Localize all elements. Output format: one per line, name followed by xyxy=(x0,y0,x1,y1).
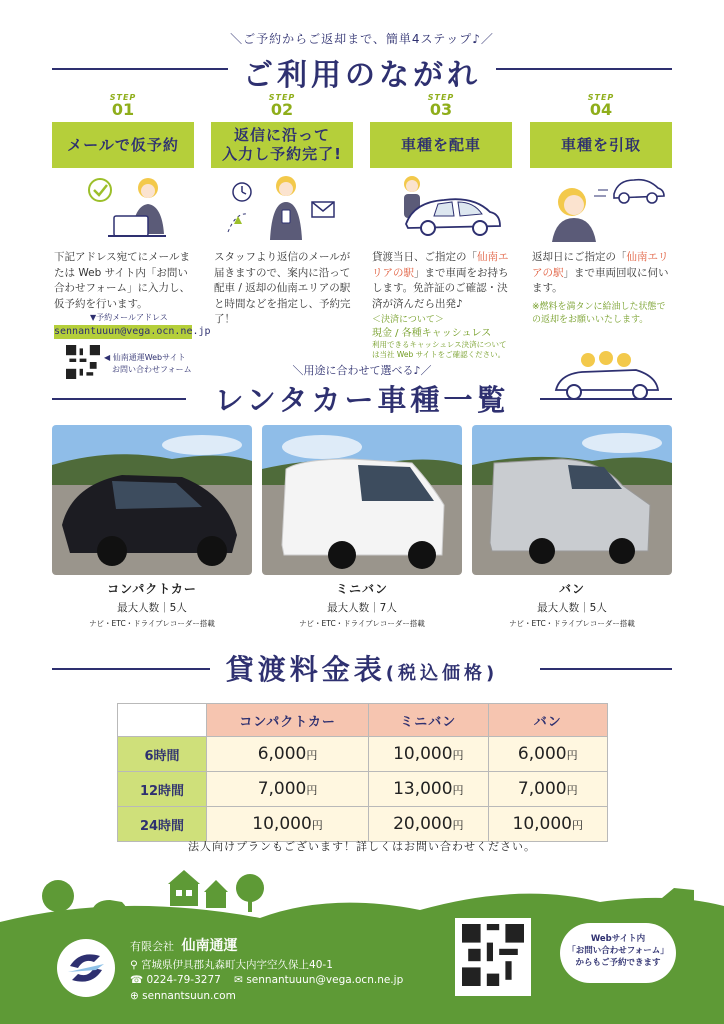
step-title-line: 返信に沿って xyxy=(233,126,330,144)
company-name: 仙南通運 xyxy=(181,938,238,954)
vehicle-options: ナビ・ETC・ドライブレコーダー搭載 xyxy=(299,619,425,628)
vehicle-capacity: 最大人数｜7人 xyxy=(327,602,397,614)
step-number: 04 xyxy=(589,100,613,119)
van-photo xyxy=(472,425,672,575)
step-title: メールで仮予約 xyxy=(52,122,194,168)
step-title: 車種を配車 xyxy=(370,122,512,168)
step-number: 01 xyxy=(111,100,135,119)
column-header: バン xyxy=(488,704,607,737)
row-header: 12時間 xyxy=(118,772,207,807)
price-cell xyxy=(207,807,369,842)
footer-qr-container xyxy=(455,918,531,996)
contact-line xyxy=(130,974,403,986)
step-number: 03 xyxy=(429,100,453,119)
table-row xyxy=(118,772,608,807)
vehicle-name: ミニバン xyxy=(335,582,388,596)
flow-tagline: ＼ご予約からご返却まで、簡単4ステップ♪／ xyxy=(230,32,494,46)
yen-unit: 円 xyxy=(452,784,464,797)
company-name-line xyxy=(130,935,238,955)
person-car-illustration xyxy=(394,172,504,242)
qr-code-icon[interactable] xyxy=(462,924,524,986)
vehicle-capacity: 最大人数｜5人 xyxy=(537,602,607,614)
step-3 xyxy=(370,93,512,168)
flow-title-row xyxy=(0,50,724,93)
globe-icon: ⊕ xyxy=(130,990,139,1002)
price-value: 20,000 xyxy=(393,814,453,834)
company-website[interactable]: sennantsuun.com xyxy=(142,990,236,1002)
price-title xyxy=(0,648,724,688)
reservation-email[interactable]: sennantuuun@vega.ocn.ne.jp xyxy=(54,326,211,337)
step-label: STEP xyxy=(109,93,137,102)
fuel-note: ※燃料を満タンに給油した状態での返却をお願いいたします。 xyxy=(532,301,666,325)
payment-methods: 現金 / 各種キャッシュレス xyxy=(372,328,492,339)
price-value: 6,000 xyxy=(517,744,567,764)
step-2-description: スタッフより返信のメールが届きますので、案内に沿って配車 / 返却の仙南エリアの駅と時間などを指定し、予約完了！ xyxy=(214,251,351,325)
column-header: コンパクトカー xyxy=(207,704,369,737)
web-line xyxy=(130,990,236,1002)
price-cell xyxy=(369,807,488,842)
yen-unit: 円 xyxy=(452,819,464,832)
desc-highlight: 仙南エリアの駅 xyxy=(372,251,509,279)
yen-unit: 円 xyxy=(306,784,318,797)
minivan-photo xyxy=(262,425,462,575)
step-4 xyxy=(530,93,672,168)
step-label: STEP xyxy=(268,93,296,102)
person-car-return-illustration xyxy=(548,172,670,242)
payment-heading: ＜決済について＞ xyxy=(372,315,444,325)
price-title-row xyxy=(0,648,724,688)
step-1 xyxy=(52,93,194,168)
yen-unit: 円 xyxy=(566,784,578,797)
mail-icon: ✉ xyxy=(234,974,243,986)
step-number: 02 xyxy=(270,100,294,119)
step-1-description: 下記アドレス宛てにメールまたは Web サイト内「お問い合わせフォーム」に入力し、仮予約を行います。 xyxy=(54,251,190,310)
price-value: 13,000 xyxy=(393,779,453,799)
company-email[interactable]: sennantuuun@vega.ocn.ne.jp xyxy=(246,974,404,986)
person-phone-illustration xyxy=(226,172,344,242)
car-photo-image xyxy=(262,425,462,575)
step-title xyxy=(211,122,353,168)
company-address: 宮城県伊具郡丸森町大内字空久保上40-1 xyxy=(141,959,333,971)
price-value: 10,000 xyxy=(512,814,572,834)
table-row xyxy=(118,807,608,842)
address-line xyxy=(130,957,333,972)
person-laptop-illustration xyxy=(70,172,190,242)
step-3-description xyxy=(372,250,512,360)
step-label: STEP xyxy=(587,93,615,102)
price-table xyxy=(117,703,608,842)
web-form-bubble xyxy=(560,923,676,983)
company-prefix: 有限会社 xyxy=(130,940,174,953)
row-header: 24時間 xyxy=(118,807,207,842)
price-cell xyxy=(369,737,488,772)
bubble-line: 「お問い合わせフォーム」 xyxy=(567,946,669,956)
price-value: 6,000 xyxy=(257,744,307,764)
vehicle-name: コンパクトカー xyxy=(107,582,197,596)
price-value: 10,000 xyxy=(252,814,312,834)
desc-text: 貸渡当日、ご指定の「 xyxy=(372,251,477,263)
vehicles-subtitle: ＼用途に合わせて選べる♪／ xyxy=(292,364,432,377)
car-photo-image xyxy=(472,425,672,575)
car-photo-image xyxy=(52,425,252,575)
desc-text: 」まで車両回収に伺います。 xyxy=(532,266,669,294)
price-cell xyxy=(488,772,607,807)
price-cell xyxy=(207,737,369,772)
step-title: 車種を引取 xyxy=(530,122,672,168)
step-2 xyxy=(211,93,353,168)
desc-highlight: 仙南エリアの駅 xyxy=(532,251,669,279)
price-title-main: 貸渡料金表 xyxy=(225,653,386,686)
price-value: 10,000 xyxy=(393,744,453,764)
flow-title: ご利用のながれ xyxy=(243,58,481,93)
vehicle-options: ナビ・ETC・ドライブレコーダー搭載 xyxy=(509,619,635,628)
price-cell xyxy=(488,807,607,842)
step-title-line: 入力し予約完了! xyxy=(222,145,342,163)
table-corner-cell xyxy=(118,704,207,737)
step-label: STEP xyxy=(427,93,455,102)
desc-text: 」まで車両をお持ちします。免許証のご確認・決済が済んだら出発♪ xyxy=(372,266,509,310)
table-row xyxy=(118,737,608,772)
company-phone[interactable]: 0224-79-3277 xyxy=(146,974,221,986)
desc-text: 返却日にご指定の「 xyxy=(532,251,627,263)
corporate-plan-note: 法人向けプランもございます！詳しくはお問い合わせください。 xyxy=(188,840,536,853)
vehicle-name: バン xyxy=(558,582,585,596)
mail-label: ▼予約メールアドレス xyxy=(90,313,168,322)
payment-note: 利用できるキャッシュレス決済については当社 Web サイトをご確認ください。 xyxy=(372,340,507,359)
price-value: 7,000 xyxy=(517,779,567,799)
family-car-illustration xyxy=(552,342,662,404)
price-cell xyxy=(369,772,488,807)
row-header: 6時間 xyxy=(118,737,207,772)
price-title-suffix: (税込価格) xyxy=(385,663,499,684)
company-logo xyxy=(56,938,116,998)
yen-unit: 円 xyxy=(306,749,318,762)
column-header: ミニバン xyxy=(369,704,488,737)
yen-unit: 円 xyxy=(311,819,323,832)
yen-unit: 円 xyxy=(452,749,464,762)
location-pin-icon: ⚲ xyxy=(130,959,138,971)
qr-label-line2: お問い合わせフォーム xyxy=(112,365,192,374)
vehicles-title: レンタカー車種一覧 xyxy=(214,383,510,417)
yen-unit: 円 xyxy=(566,749,578,762)
step-4-description xyxy=(532,250,672,327)
yen-unit: 円 xyxy=(572,819,583,832)
qr-label-line1: ◀ 仙南通運Webサイト xyxy=(104,353,186,362)
phone-icon: ☎ xyxy=(130,974,144,986)
price-value: 7,000 xyxy=(257,779,307,799)
bubble-line: からもご予約できます xyxy=(575,958,661,968)
vehicle-options: ナビ・ETC・ドライブレコーダー搭載 xyxy=(89,619,215,628)
table-header-row xyxy=(118,704,608,737)
price-cell xyxy=(488,737,607,772)
compact-car-photo xyxy=(52,425,252,575)
price-cell xyxy=(207,772,369,807)
vehicle-capacity: 最大人数｜5人 xyxy=(117,602,187,614)
bubble-line: Webサイト内 xyxy=(590,934,646,944)
